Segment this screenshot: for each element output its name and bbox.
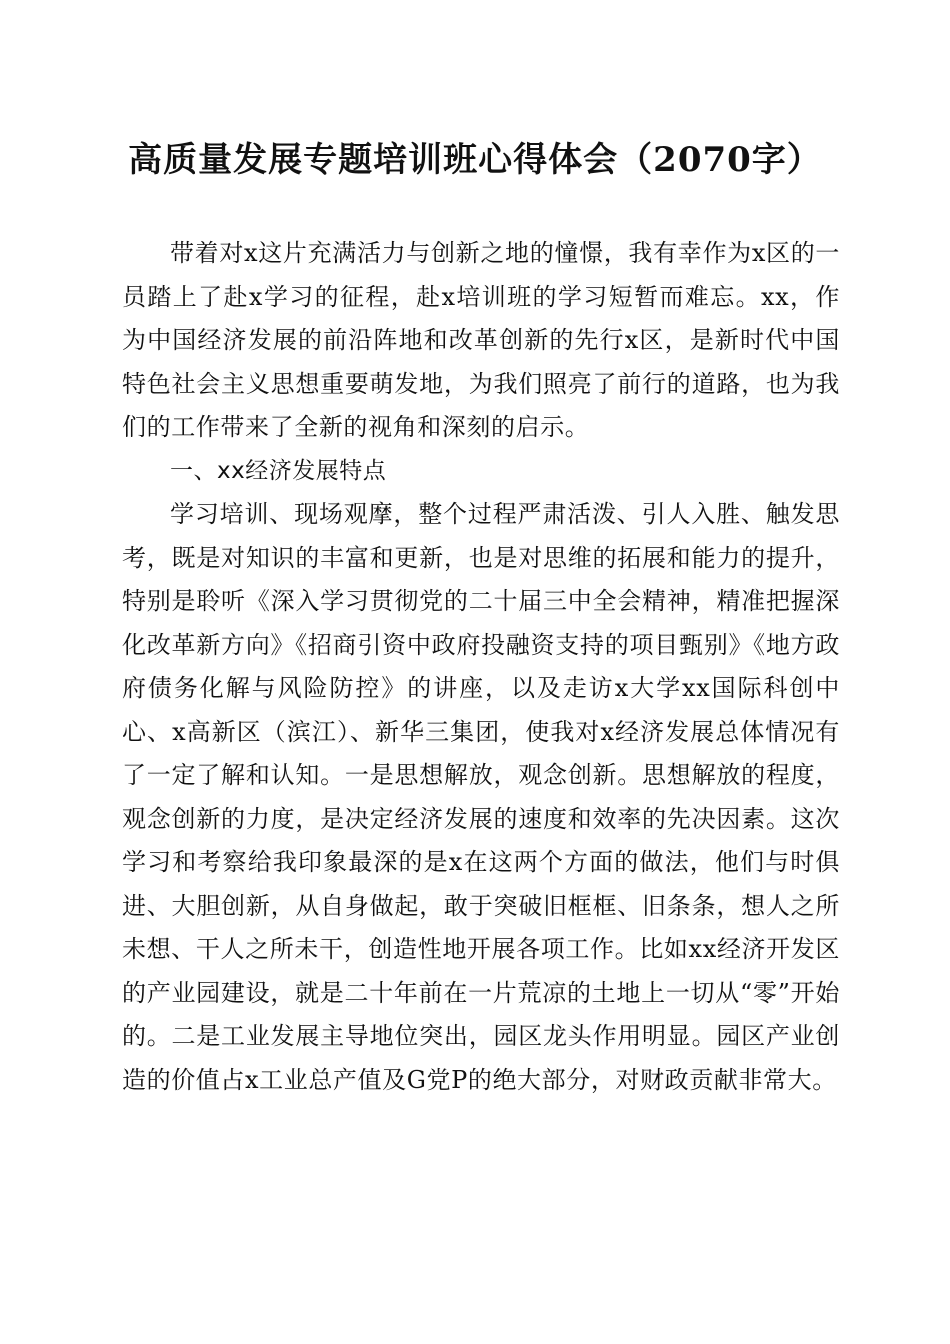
document-body: [122, 232, 840, 1102]
intro-paragraph: 带着对x这片充满活力与创新之地的憧憬，我有幸作为x区的一员踏上了赴x学习的征程，赴x培训班的学习短暂而难忘。xx，作为中国经济发展的前沿阵地和改革创新的先行x区，是新时代中国特色社会主义思想重要萌发地，为我们照亮了前行的道路，也为我们的工作带来了全新的视角和深刻的启示。: [122, 239, 840, 441]
section-heading: 一、xx经济发展特点: [170, 457, 387, 484]
document-title: 高质量发展专题培训班心得体会（2070字）: [128, 140, 822, 180]
section-paragraph: 学习培训、现场观摩，整个过程严肃活泼、引人入胜、触发思考，既是对知识的丰富和更新，也是对思维的拓展和能力的提升，特别是聆听《深入学习贯彻党的二十届三中全会精神，精准把握深化改革新方向》《招商引资中政府投融资支持的项目甄别》《地方政府债务化解与风险防控》的讲座，以及走访x大学xx国际科创中心、x高新区（滨江）、新华三集团，使我对x经济发展总体情况有了一定了解和认知。一是思想解放，观念创新。思想解放的程度，观念创新的力度，是决定经济发展的速度和效率的先决因素。这次学习和考察给我印象最深的是x在这两个方面的做法，他们与时俱进、大胆创新，从自身做起，敢于突破旧框框、旧条条，想人之所未想、干人之所未干，创造性地开展各项工作。比如xx经济开发区的产业园建设，就是二十年前在一片荒凉的土地上一切从“零”开始的。二是工业发展主导地位突出，园区龙头作用明显。园区产业创造的价值占x工业总产值及G党P的绝大部分，对财政贡献非常大。: [122, 500, 840, 1094]
